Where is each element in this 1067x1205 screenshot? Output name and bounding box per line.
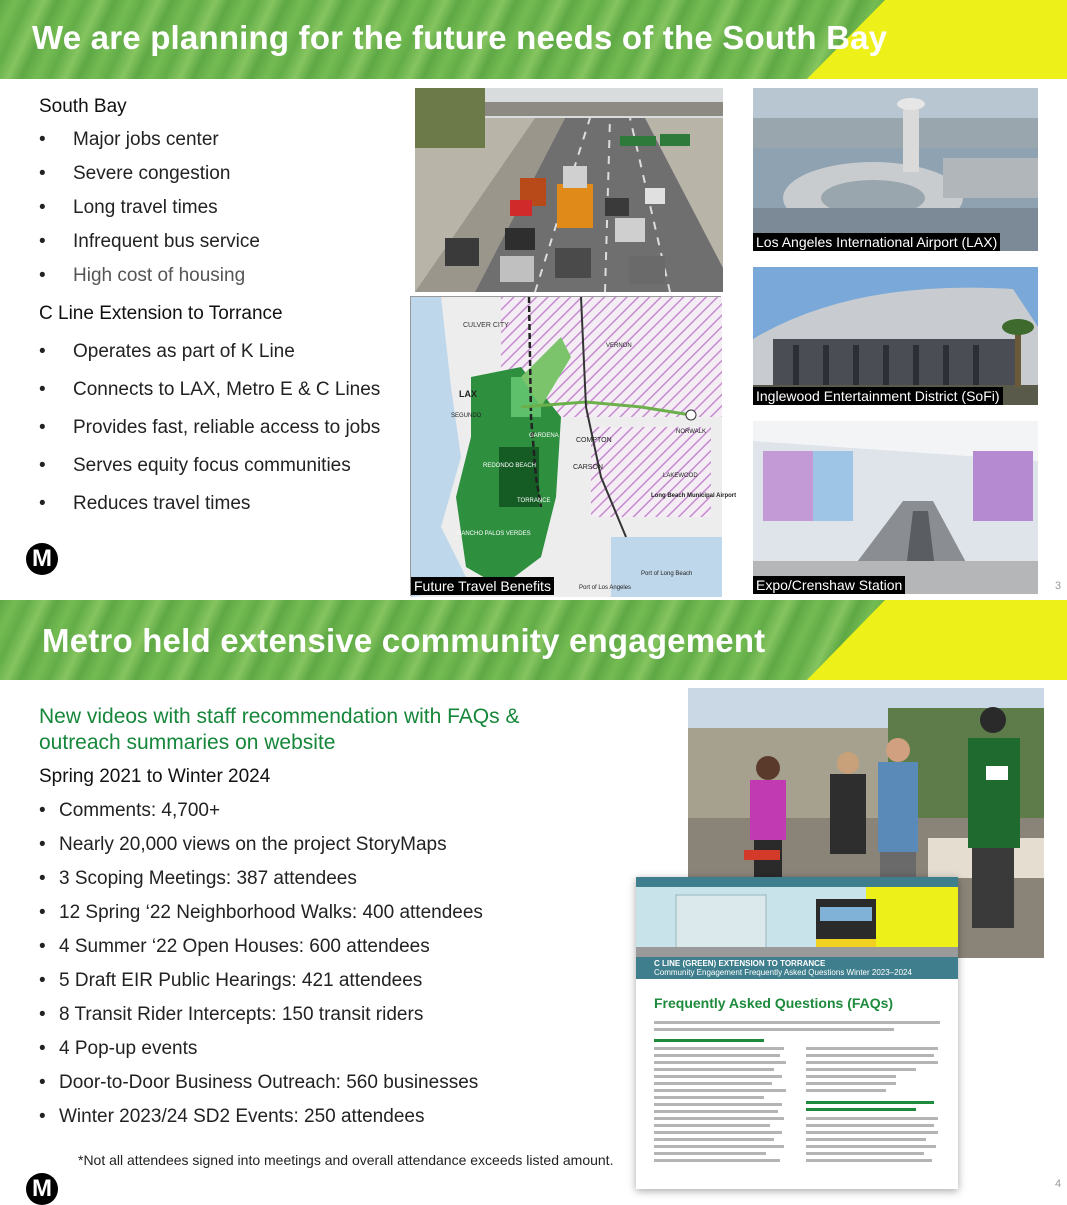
map-label: LAX — [459, 389, 477, 399]
station-photo — [753, 421, 1038, 594]
map-label: REDONDO BEACH — [483, 463, 537, 469]
station-illustration — [753, 421, 1038, 594]
videos-heading: New videos with staff recommendation with FAQs & outreach summaries on website — [39, 705, 520, 754]
attendance-footnote: *Not all attendees signed into meetings and overall attendance exceeds listed amount. — [78, 1152, 614, 1168]
map-label: GARDENA — [529, 433, 559, 439]
map-label: COMPTON — [576, 437, 612, 444]
slide-title: Metro held extensive community engagement — [42, 622, 766, 659]
faq-body-text-lines — [636, 1017, 958, 1187]
banner-yellow-accent — [807, 600, 1067, 680]
metro-logo: M — [26, 543, 58, 575]
metro-logo: M — [26, 1173, 58, 1205]
freeway-illustration — [415, 88, 723, 292]
sofi-caption: Inglewood Entertainment District (SoFi) — [753, 387, 1003, 405]
bullet-item: • 5 Draft EIR Public Hearings: 421 attendees — [39, 970, 483, 1004]
faq-band-title: C LINE (GREEN) EXTENSION TO TORRANCE — [654, 959, 826, 968]
map-label: Port of Long Beach — [641, 571, 693, 577]
slide-title: We are planning for the future needs of the South Bay — [32, 19, 888, 56]
bullet-item: • Severe congestion — [39, 163, 260, 197]
faq-header-graphic — [636, 877, 958, 957]
lax-caption: Los Angeles International Airport (LAX) — [753, 233, 1000, 251]
sofi-illustration — [753, 267, 1038, 405]
page-number: 3 — [1055, 580, 1062, 592]
map-label: Long Beach Municipal Airport — [651, 493, 737, 499]
map-label: TORRANCE — [517, 498, 551, 504]
bullet-item: • 4 Pop-up events — [39, 1038, 483, 1072]
lax-photo — [753, 88, 1038, 251]
map-label: NORWALK — [676, 429, 707, 435]
bullet-item: • Door-to-Door Business Outreach: 560 businesses — [39, 1072, 483, 1106]
bullet-item: • 4 Summer ‘22 Open Houses: 600 attendees — [39, 936, 483, 970]
faq-band — [636, 957, 958, 979]
south-bay-bullets — [39, 129, 260, 299]
map-label: Port of Los Angeles — [579, 585, 632, 591]
freeway-traffic-photo — [415, 88, 723, 292]
slide-4 — [0, 600, 1067, 1200]
bullet-item: • Provides fast, reliable access to jobs — [39, 417, 380, 455]
map-label: SEGUNDO — [451, 413, 482, 419]
faq-title: Frequently Asked Questions (FAQs) — [654, 995, 894, 1011]
bullet-item: • 8 Transit Rider Intercepts: 150 transit riders — [39, 1004, 483, 1038]
lax-illustration — [753, 88, 1038, 251]
sofi-stadium-photo — [753, 267, 1038, 405]
period-heading: Spring 2021 to Winter 2024 — [39, 766, 271, 787]
station-caption: Expo/Crenshaw Station — [753, 576, 905, 594]
engagement-bullets — [39, 800, 483, 1140]
bullet-item: • Serves equity focus communities — [39, 455, 380, 493]
bullet-item: • Infrequent bus service — [39, 231, 260, 265]
bullet-item: • Connects to LAX, Metro E & C Lines — [39, 379, 380, 417]
faq-document-preview — [636, 877, 958, 1189]
title-banner — [0, 0, 1067, 79]
bullet-item: • Long travel times — [39, 197, 260, 231]
bullet-item: • 12 Spring ‘22 Neighborhood Walks: 400 attendees — [39, 902, 483, 936]
bullet-item: • Comments: 4,700+ — [39, 800, 483, 834]
bullet-item: • Nearly 20,000 views on the project StoryMaps — [39, 834, 483, 868]
bullet-item: • 3 Scoping Meetings: 387 attendees — [39, 868, 483, 902]
extension-bullets — [39, 341, 380, 531]
south-bay-heading: South Bay — [39, 96, 127, 117]
bullet-item: • High cost of housing — [39, 265, 260, 299]
bullet-item: • Winter 2023/24 SD2 Events: 250 attendees — [39, 1106, 483, 1140]
page-number: 4 — [1055, 1178, 1062, 1190]
map-label: VERNON — [606, 343, 632, 349]
extension-heading: C Line Extension to Torrance — [39, 303, 283, 324]
bullet-item: • Operates as part of K Line — [39, 341, 380, 379]
map-label: CARSON — [573, 464, 603, 471]
bullet-item: • Reduces travel times — [39, 493, 380, 531]
map-label: RANCHO PALOS VERDES — [457, 531, 531, 537]
title-banner — [0, 600, 1067, 680]
faq-band-subtitle: Community Engagement Frequently Asked Questions Winter 2023–2024 — [654, 968, 912, 977]
map-label: CULVER CITY — [463, 322, 509, 329]
slide-3 — [0, 0, 1067, 600]
future-travel-benefits-map — [410, 296, 737, 596]
bullet-item: • Major jobs center — [39, 129, 260, 163]
map-caption: Future Travel Benefits — [411, 577, 554, 595]
map-illustration — [411, 297, 737, 597]
map-label: LAKEWOOD — [663, 473, 698, 479]
